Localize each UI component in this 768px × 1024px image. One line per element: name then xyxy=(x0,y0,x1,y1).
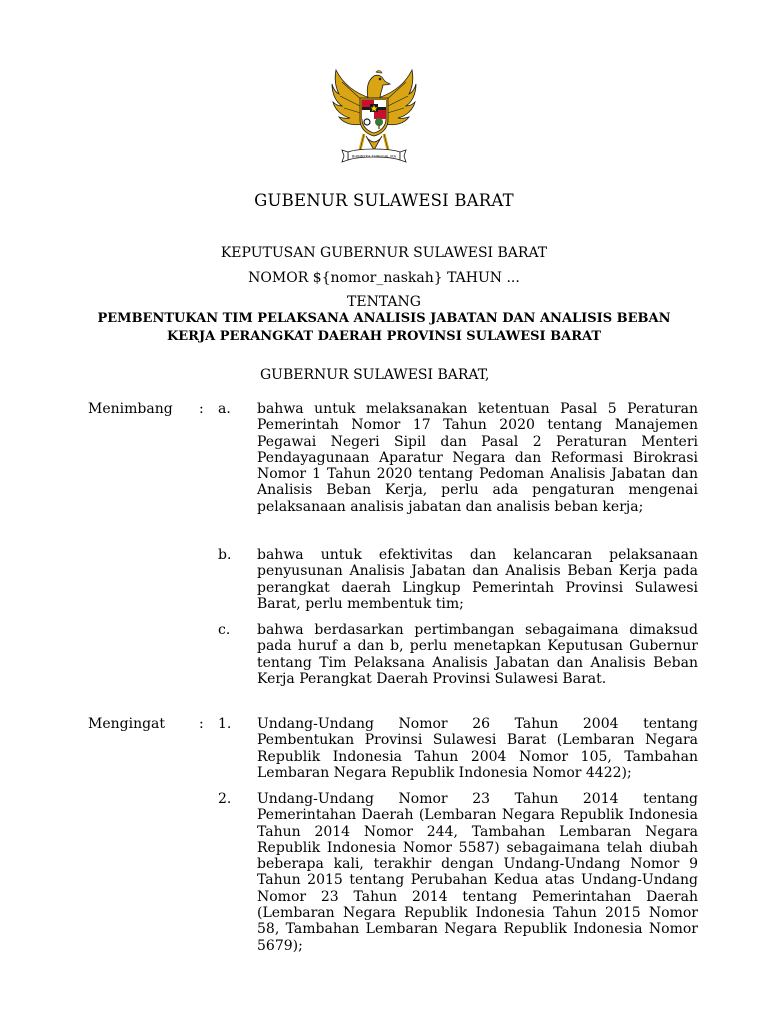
menimbang-item-a-marker: a. xyxy=(218,401,231,417)
mengingat-item-2-marker: 2. xyxy=(218,791,232,807)
mengingat-colon: : xyxy=(199,716,204,732)
governor-title: GUBENUR SULAWESI BARAT xyxy=(254,191,514,210)
garuda-pancasila-emblem-icon xyxy=(330,58,418,174)
menimbang-colon: : xyxy=(199,401,204,417)
menimbang-item-a-text: bahwa untuk melaksanakan ketentuan Pasal 5 Peraturan Pemerintah Nomor 17 Tahun 2020 tentang Manajemen Pegawai Negeri Sipil dan Pasal 2 Peraturan Menteri Pendayagunaan Aparatur Negara dan Reformasi Birokrasi Nomor 1 Tahun 2020 tentang Pedoman Analisis Jabatan dan Analisis Beban Kerja, perlu ada pengaturan mengenai pelaksanaan analisis jabatan dan analisis beban kerja; xyxy=(257,401,698,515)
decree-subject-line-2: KERJA PERANGKAT DAERAH PROVINSI SULAWESI BARAT xyxy=(166,329,602,344)
signer-title: GUBERNUR SULAWESI BARAT, xyxy=(260,367,490,383)
mengingat-item-1-marker: 1. xyxy=(218,716,232,732)
about-heading: TENTANG xyxy=(347,294,421,310)
decree-number: NOMOR ${nomor_naskah} TAHUN ... xyxy=(248,270,520,286)
menimbang-item-c-marker: c. xyxy=(218,622,231,638)
menimbang-item-c-text: bahwa berdasarkan pertimbangan sebagaimana dimaksud pada huruf a dan b, perlu menetapkan Keputusan Gubernur tentang Tim Pelaksana Analisis Jabatan dan Analisis Beban Kerja Perangkat Daerah Provinsi Sulawesi Barat. xyxy=(257,622,698,687)
menimbang-item-b-text: bahwa untuk efektivitas dan kelancaran pelaksanaan penyusunan Analisis Jabatan dan Analisis Beban Kerja pada perangkat daerah Lingkup Pemerintah Provinsi Sulawesi Barat, perlu membentuk tim; xyxy=(257,547,698,612)
mengingat-item-1-text: Undang-Undang Nomor 26 Tahun 2004 tentang Pembentukan Provinsi Sulawesi Barat (Lembaran Negara Republik Indonesia Tahun 2004 Nomor 105, Tambahan Lembaran Negara Republik Indonesia Nomor 4422); xyxy=(257,716,698,781)
svg-text:BHINNEKA TUNGGAL IKA: BHINNEKA TUNGGAL IKA xyxy=(351,154,397,159)
decree-subject xyxy=(0,310,768,346)
menimbang-label: Menimbang xyxy=(88,401,173,417)
decree-title: KEPUTUSAN GUBERNUR SULAWESI BARAT xyxy=(220,245,548,261)
mengingat-label: Mengingat xyxy=(88,716,166,732)
mengingat-item-2-text: Undang-Undang Nomor 23 Tahun 2014 tentang Pemerintahan Daerah (Lembaran Negara Republik Indonesia Tahun 2014 Nomor 244, Tambahan Lembaran Negara Republik Indonesia Nomor 5587) sebagaimana telah diubah beberapa kali, terakhir dengan Undang-Undang Nomor 9 Tahun 2015 tentang Perubahan Kedua atas Undang-Undang Nomor 23 Tahun 2014 tentang Pemerintahan Daerah (Lembaran Negara Republik Indonesia Tahun 2015 Nomor 58, Tambahan Lembaran Negara Republik Indonesia Nomor 5679); xyxy=(257,791,698,954)
decree-subject-line-1: PEMBENTUKAN TIM PELAKSANA ANALISIS JABATAN DAN ANALISIS BEBAN xyxy=(97,311,671,326)
menimbang-item-b-marker: b. xyxy=(218,547,232,563)
